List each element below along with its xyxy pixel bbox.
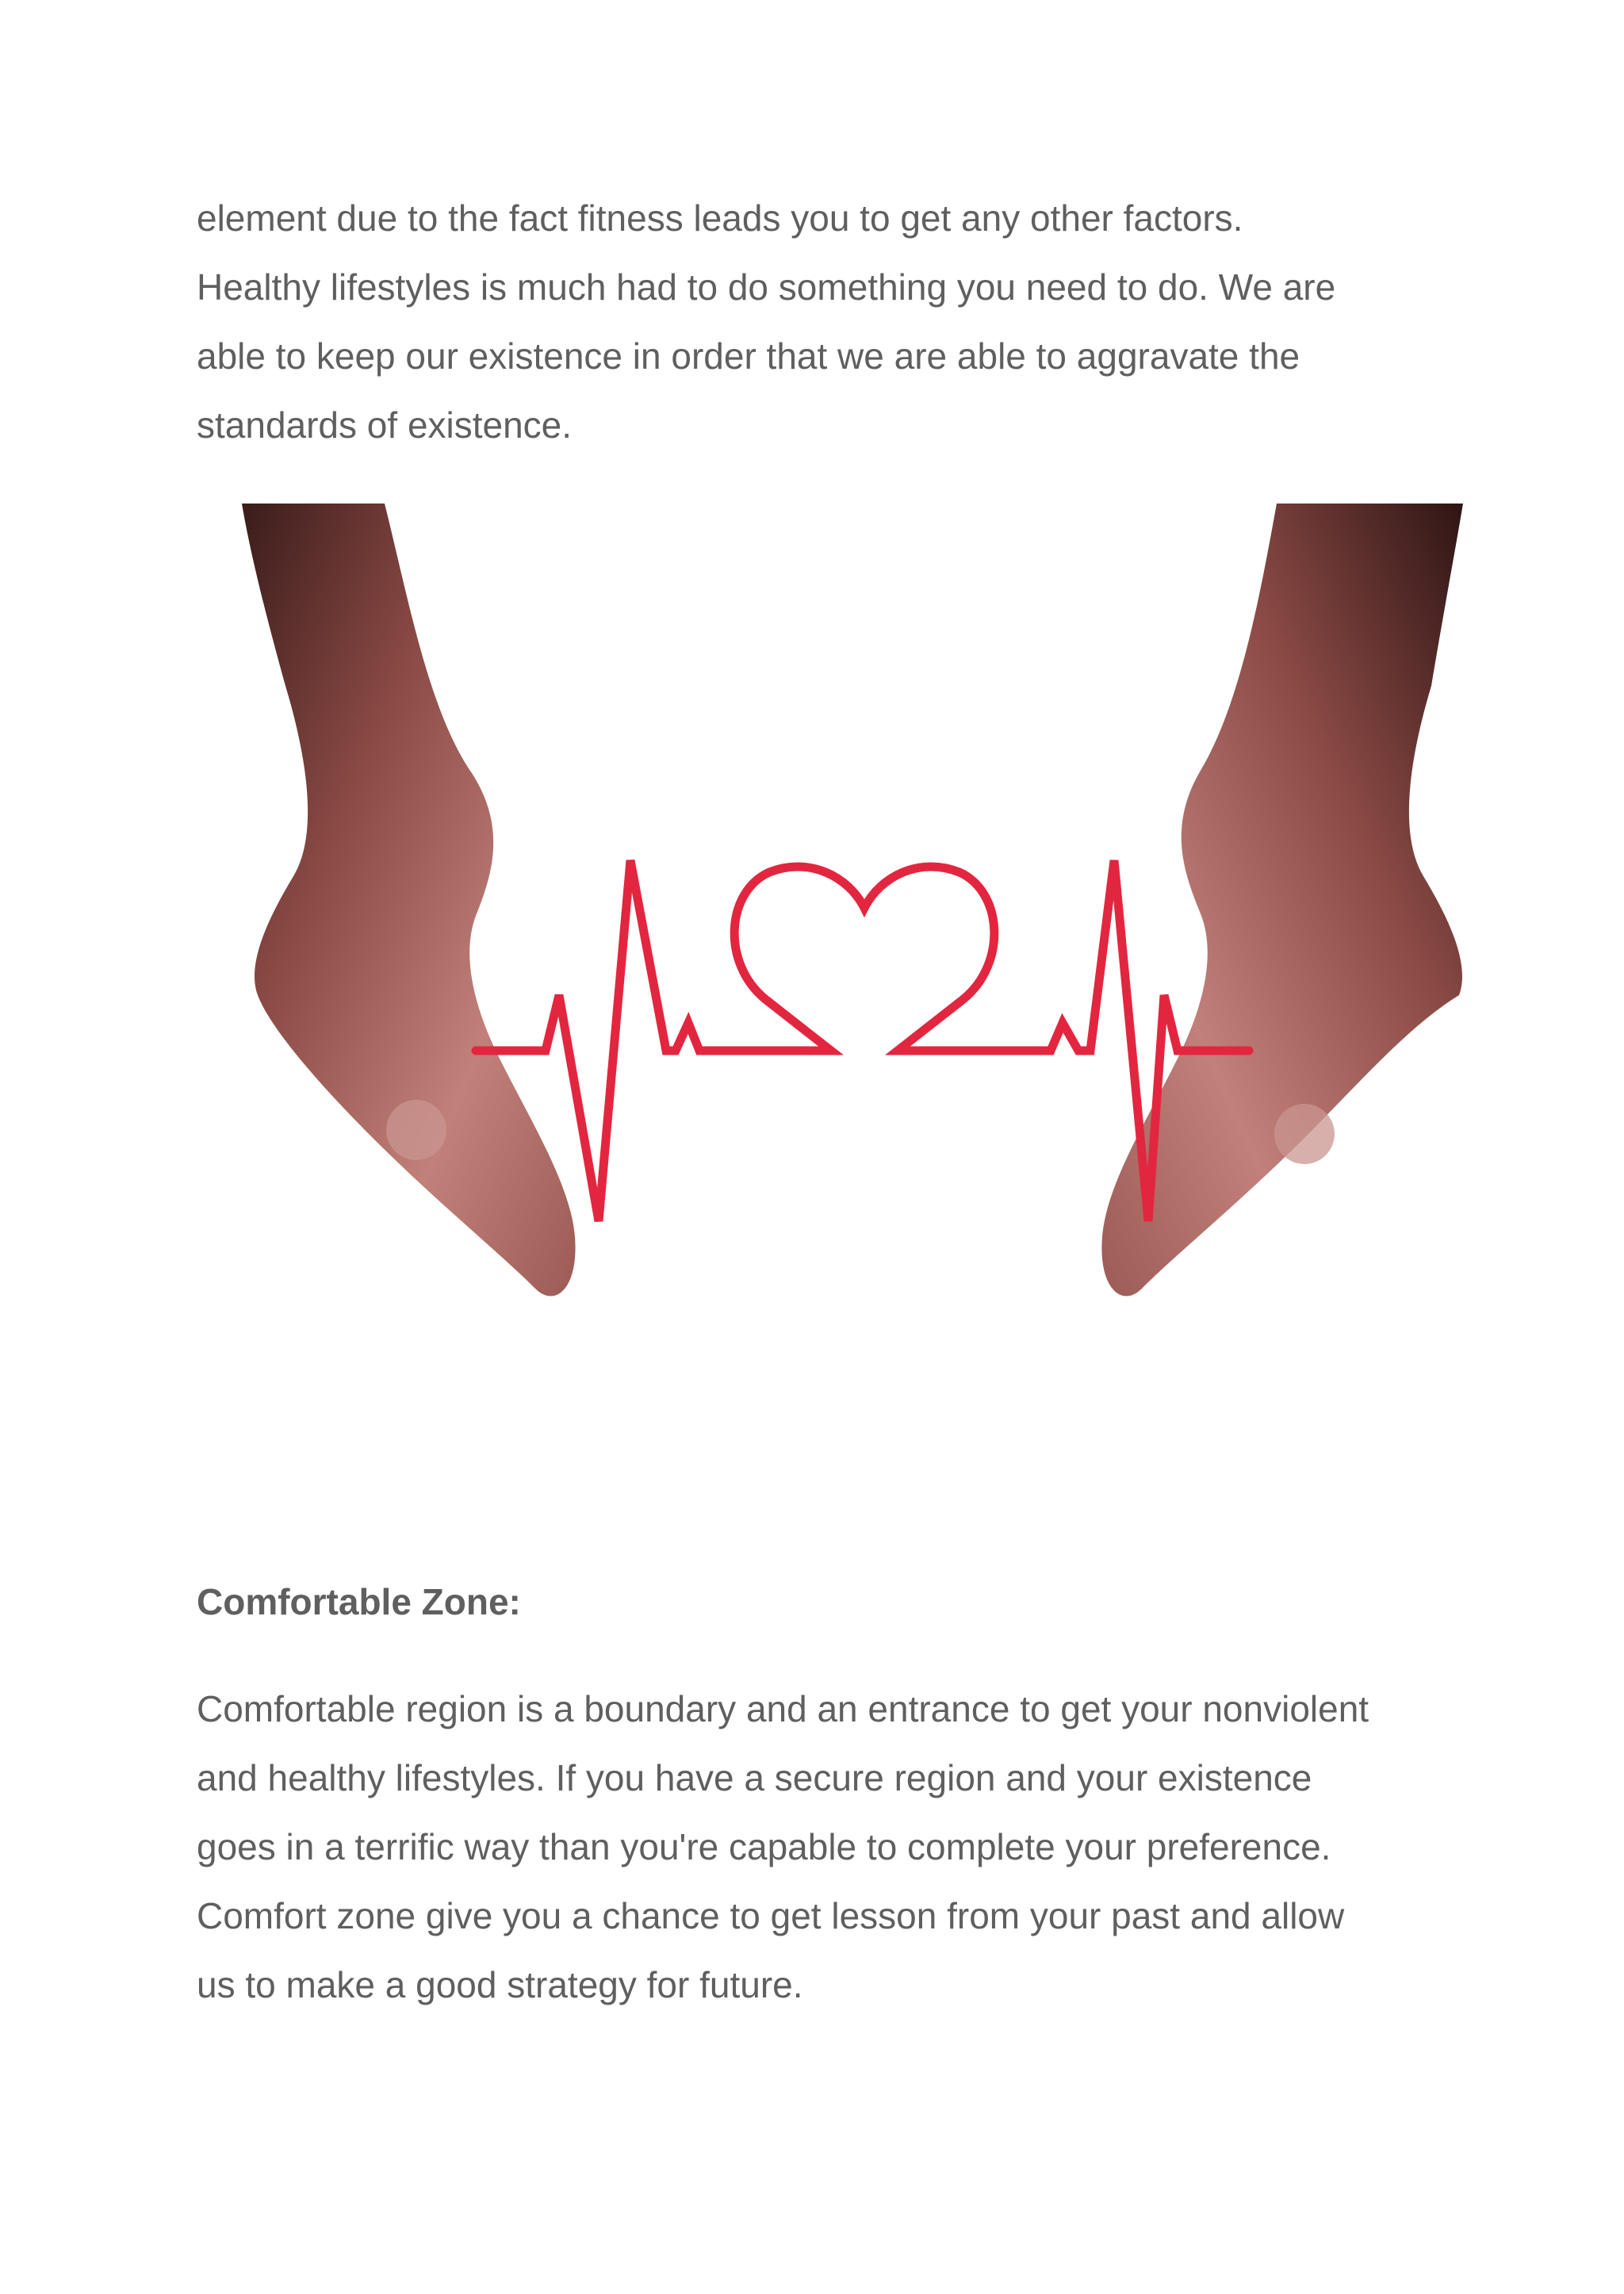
right-hand <box>1101 504 1463 1296</box>
left-thumbnail <box>386 1100 446 1160</box>
right-thumbnail <box>1274 1104 1335 1164</box>
section-paragraph: Comfortable region is a boundary and an entrance to get your nonviolent and healthy lifestyles. If you have a secure region and your existence goes in a terrific way than you're capable to complete your preference. Comfort zone give you a chance to get lesson from your past and allow us to make a good strategy for future. <box>197 1688 1369 2005</box>
intro-paragraph: element due to the fact fitness leads you to get any other factors. Healthy lifestyles is much had to do something you need to do. We are able to keep our existence in order that we are able to aggravate the standards of existence. <box>197 197 1336 446</box>
hands-heartbeat-illustration <box>238 504 1467 1328</box>
left-hand <box>242 504 576 1296</box>
hands-heartbeat-icon <box>238 504 1467 1328</box>
section-heading: Comfortable Zone: <box>197 1581 521 1622</box>
